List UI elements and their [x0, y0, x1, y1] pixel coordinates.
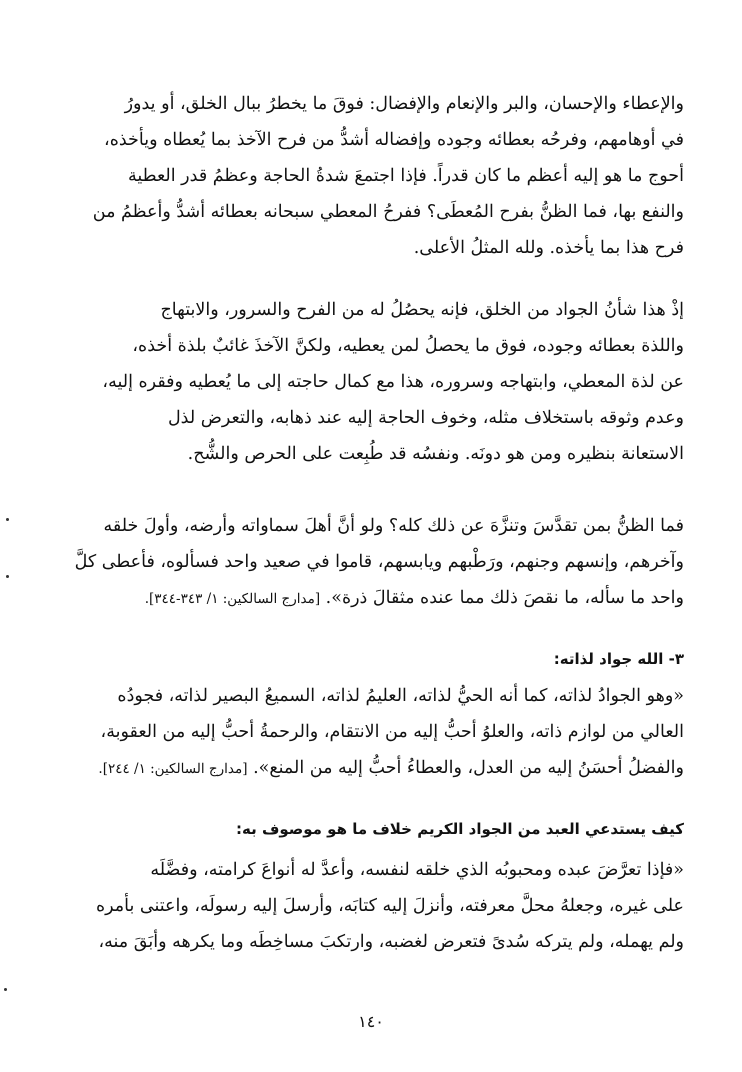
paragraph-line: «وهو الجوادُ لذاته، كما أنه الحيُّ لذاته، العليمُ لذاته، السميعُ البصير لذاته، فجودُه — [117, 686, 684, 706]
paragraph-line: والإعطاء والإحسان، والبر والإنعام والإفضال: فوقَ ما يخطرُ ببال الخلق، أو يدورُ — [124, 94, 684, 114]
paragraph-line: فما الظنُّ بمن تقدَّسَ وتنزَّهَ عن ذلك كله؟ ولو أنَّ أهلَ سماواته وأرضه، وأولَ خلقه — [103, 516, 684, 536]
paragraph-line: وعدم وثوقه باستخلاف مثله، وخوف الحاجة إليه عند ذهابه، والتعرض لذل — [167, 408, 684, 428]
citation-reference: [مدارج السالكين: ١/ ٣٤٣-٣٤٤]. — [144, 591, 321, 607]
scan-speck — [4, 988, 7, 991]
section-heading: كيف يستدعي العبد من الجواد الكريم خلاف ما هو موصوف به: — [236, 820, 684, 838]
citation-reference: [مدارج السالكين: ١/ ٢٤٤]. — [98, 761, 248, 777]
paragraph-line: العالي من لوازم ذاته، والعلوُ أحبُّ إليه من الانتقام، والرحمةُ أحبُّ إليه من العقوبة، — [100, 722, 684, 742]
page-number: ١٤٠ — [358, 1012, 384, 1031]
paragraph-text: واحد ما سأله، ما نقصَ ذلك مما عنده مثقالَ ذرة». — [325, 588, 684, 608]
paragraph-line — [62, 580, 684, 616]
paragraph-3 — [62, 508, 684, 616]
paragraph-4 — [62, 678, 684, 786]
paragraph-line: والنفع بها، فما الظنُّ بفرح المُعطَى؟ ففرحُ المعطي سبحانه بعطائه أشدُّ وأعظمُ من — [92, 202, 684, 222]
paragraph-line: عن لذة المعطي، وابتهاجه وسروره، هذا مع كمال حاجته إلى ما يُعطيه وفقره إليه، — [102, 372, 684, 392]
paragraph-line: فرح هذا بما يأخذه. ولله المثلُ الأعلى. — [413, 238, 684, 258]
paragraph-line: وآخرهم، وإنسهم وجنهم، ورَطْبهم ويابسهم، قاموا في صعيد واحد فسألوه، فأعطى كلَّ — [74, 552, 684, 572]
paragraph-line: في أوهامهم، وفرحُه بعطائه وجوده وإفضاله أشدُّ من فرح الآخذ بما يُعطاه ويأخذه، — [104, 130, 684, 150]
scan-speck — [6, 518, 9, 521]
paragraph-1 — [62, 86, 684, 266]
section-heading: ٣- الله جواد لذاته: — [553, 650, 684, 668]
paragraph-line: إذْ هذا شأنُ الجواد من الخلق، فإنه يحصُلُ له من الفرح والسرور، والابتهاج — [160, 300, 684, 320]
paragraph-line: «فإذا تعرَّضَ عبده ومحبوبُه الذي خلقه لنفسه، وأعدَّ له أنواعَ كرامته، وفضَّلَه — [150, 860, 684, 880]
paragraph-line: على غيره، وجعلهُ محلَّ معرفته، وأنزلَ إليه كتابَه، وأرسلَ إليه رسولَه، واعتنى بأمره — [95, 896, 684, 916]
paragraph-5 — [62, 852, 684, 960]
paragraph-line: الاستعانة بنظيره ومن هو دونَه. ونفسُه قد طُبِعت على الحرص والشُّح. — [187, 444, 684, 464]
paragraph-2 — [62, 292, 684, 472]
paragraph-line: ولم يهمله، ولم يتركه سُدىً فتعرض لغضبه، وارتكبَ مساخِطَه وما يكرهه وأبَقَ منه، — [98, 932, 684, 952]
paragraph-line: واللذة بعطائه وجوده، فوق ما يحصلُ لمن يعطيه، ولكنَّ الآخذَ غائبٌ بلذة أخذه، — [132, 336, 684, 356]
scan-speck — [6, 575, 9, 578]
paragraph-line: أحوج ما هو إليه أعظم ما كان قدراً. فإذا اجتمعَ شدةُ الحاجة وعظمُ قدر العطية — [127, 166, 684, 186]
paragraph-line — [62, 750, 684, 786]
paragraph-text: والفضلُ أحسَنُ إليه من العدل، والعطاءُ أحبُّ إليه من المنع». — [253, 758, 684, 778]
